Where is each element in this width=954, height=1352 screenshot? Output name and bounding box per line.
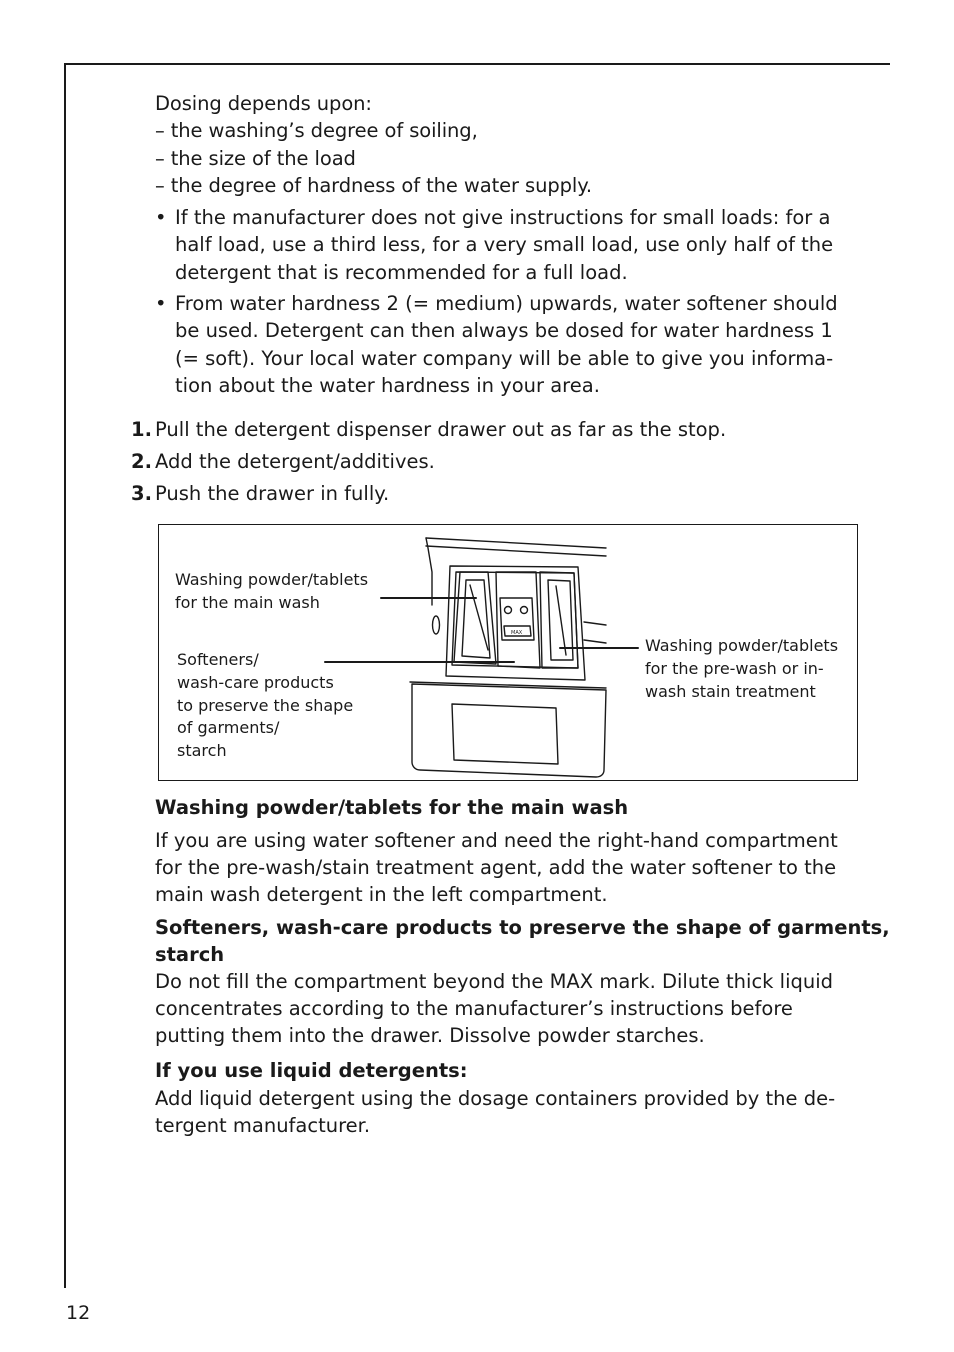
bullet-icon: •: [155, 206, 167, 229]
callout-line: for the main wash: [175, 592, 320, 612]
machine-top-edge: [426, 538, 606, 548]
paragraph-line: tergent manufacturer.: [155, 1114, 371, 1137]
callout-line: starch: [177, 741, 227, 761]
step-number: 2.: [131, 450, 152, 473]
paragraph-line: If you are using water softener and need the right-hand compartment: [155, 829, 838, 852]
drawer-front-panel: [412, 684, 606, 777]
drawer-hinge: [433, 616, 440, 634]
bullet-line: half load, use a third less, for a very small load, use only half of the: [175, 233, 834, 257]
machine-left-edge: [426, 538, 432, 605]
bullet-line: be used. Detergent can then always be dosed for water hardness 1: [175, 319, 833, 343]
section-heading: If you use liquid detergents:: [155, 1059, 468, 1082]
machine-side-line: [584, 640, 606, 643]
callout-line: to preserve the shape: [177, 695, 354, 715]
callout-line: Washing powder/tablets: [645, 636, 839, 655]
section-heading: starch: [155, 943, 225, 966]
bullet-line: tion about the water hardness in your area.: [175, 373, 600, 397]
callout-line: of garments/: [177, 718, 280, 738]
callout-line: wash stain treatment: [645, 681, 816, 701]
callout-line: Washing powder/tablets: [175, 570, 369, 589]
paragraph-line: Add liquid detergent using the dosage containers provided by the de-: [155, 1087, 836, 1110]
bullet-icon: •: [155, 292, 167, 315]
section-main-wash-heading: [155, 794, 628, 821]
callout-main-wash: [175, 569, 368, 615]
bullet-line: detergent that is recommended for a full load.: [175, 260, 628, 284]
section-heading: Washing powder/tablets for the main wash: [155, 796, 629, 819]
section-liquid-heading: [155, 1057, 468, 1084]
callout-softeners: [177, 649, 353, 763]
step-number: 3.: [131, 482, 152, 505]
page-number: 12: [66, 1302, 91, 1324]
dosing-item: – the size of the load: [155, 146, 356, 170]
section-main-wash-body: [155, 827, 838, 908]
max-mark-label: MAX: [511, 630, 523, 636]
step-text: Push the drawer in fully.: [155, 482, 390, 505]
paragraph-line: for the pre-wash/stain treatment agent, add the water softener to the: [155, 856, 837, 879]
machine-top-edge: [426, 546, 606, 556]
paragraph-line: Do not fill the compartment beyond the MAX mark. Dilute thick liquid: [155, 970, 834, 993]
bullet-line: If the manufacturer does not give instructions for small loads: for a: [175, 206, 831, 229]
callout-line: Softeners/: [177, 650, 259, 669]
compartment-main-wash-inner: [462, 580, 490, 658]
section-heading: Softeners, wash-care products to preserve the shape of garments,: [155, 916, 890, 939]
bullet-line: From water hardness 2 (= medium) upwards, water softener should: [175, 292, 838, 315]
callout-line: wash-care products: [177, 672, 334, 692]
dosing-item: – the degree of hardness of the water supply.: [155, 173, 593, 197]
step-text: Add the detergent/additives.: [155, 450, 435, 473]
callout-pre-wash: [645, 635, 838, 703]
step-text: Pull the detergent dispenser drawer out as far as the stop.: [155, 418, 727, 441]
dosing-item: – the washing’s degree of soiling,: [155, 119, 478, 143]
dosing-heading: Dosing depends upon:: [155, 92, 372, 115]
siphon-knob: [505, 607, 512, 614]
compartment-ridge: [556, 586, 566, 655]
callout-line: for the pre-wash or in-: [645, 658, 824, 678]
section-softeners: [155, 914, 890, 1049]
section-liquid-body: [155, 1085, 835, 1139]
paragraph-line: concentrates according to the manufacturer’s instructions before: [155, 997, 793, 1020]
machine-side-line: [584, 622, 606, 625]
drawer-handle-recess: [452, 704, 558, 764]
paragraph-line: main wash detergent in the left compartment.: [155, 883, 608, 906]
paragraph-line: putting them into the drawer. Dissolve powder starches.: [155, 1024, 705, 1047]
step-number: 1.: [131, 418, 152, 441]
siphon-knob: [521, 607, 528, 614]
bullet-line: (= soft). Your local water company will be able to give you informa-: [175, 346, 834, 370]
